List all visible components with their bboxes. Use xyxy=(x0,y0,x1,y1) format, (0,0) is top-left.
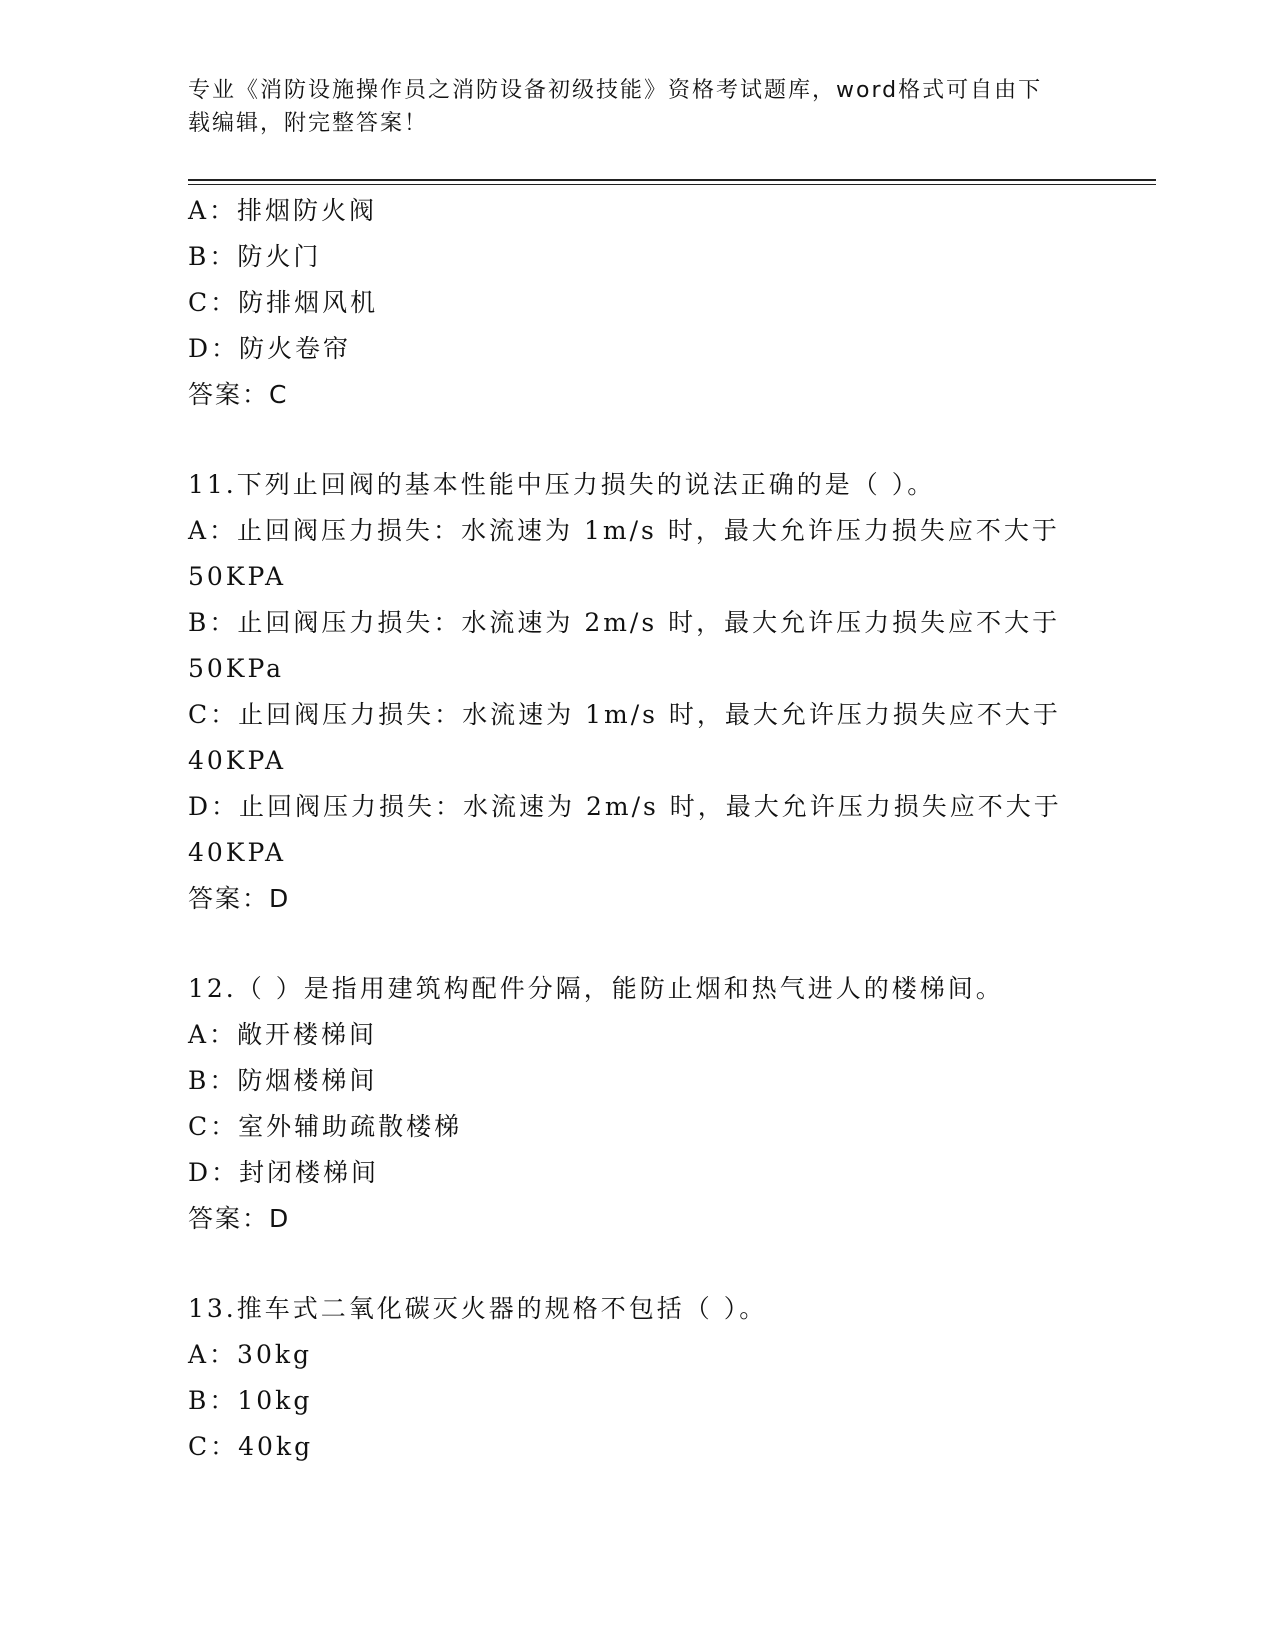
question-12 xyxy=(188,966,1088,1242)
q12-option-b: B：防烟楼梯间 xyxy=(188,1066,378,1095)
spacer xyxy=(188,922,1088,966)
q11-option-b-line-1: B：止回阀压力损失：水流速为 2m/s 时，最大允许压力损失应不大于 xyxy=(188,608,1061,637)
q11-option-c-line-2: 40KPA xyxy=(188,746,287,775)
q12-option-d: D：封闭楼梯间 xyxy=(188,1158,380,1187)
q11-option-a-line-1: A：止回阀压力损失：水流速为 1m/s 时，最大允许压力损失应不大于 xyxy=(188,516,1060,545)
question-10 xyxy=(188,188,1088,418)
q11-option-a-line-2: 50KPA xyxy=(188,562,287,591)
q11-answer: 答案：D xyxy=(188,884,291,913)
q10-option-a: A：排烟防火阀 xyxy=(188,196,378,225)
header-divider-thin xyxy=(188,184,1156,185)
q11-option-d-line-1: D：止回阀压力损失：水流速为 2m/s 时，最大允许压力损失应不大于 xyxy=(188,792,1062,821)
document-header xyxy=(188,74,1088,140)
header-line-1: 专业《消防设施操作员之消防设备初级技能》资格考试题库，word格式可自由下 xyxy=(188,78,1043,103)
question-13 xyxy=(188,1286,1088,1470)
q10-option-c: C：防排烟风机 xyxy=(188,288,379,317)
q10-option-d: D：防火卷帘 xyxy=(188,334,352,363)
q11-question: 11.下列止回阀的基本性能中压力损失的说法正确的是（ ）。 xyxy=(188,470,936,499)
q10-option-b: B：防火门 xyxy=(188,242,322,271)
q13-option-a: A：30kg xyxy=(188,1340,313,1369)
q12-option-a: A：敞开楼梯间 xyxy=(188,1020,378,1049)
q13-option-b: B：10kg xyxy=(188,1386,313,1415)
header-line-2: 载编辑，附完整答案！ xyxy=(188,111,429,136)
spacer xyxy=(188,418,1088,462)
q12-answer: 答案：D xyxy=(188,1204,291,1233)
spacer xyxy=(188,1242,1088,1286)
q11-option-b-line-2: 50KPa xyxy=(188,654,285,683)
q11-option-d-line-2: 40KPA xyxy=(188,838,287,867)
q12-question: 12.（ ）是指用建筑构配件分隔，能防止烟和热气进人的楼梯间。 xyxy=(188,974,1004,1003)
q12-option-c: C：室外辅助疏散楼梯 xyxy=(188,1112,463,1141)
header-divider-thick xyxy=(188,179,1156,181)
question-11 xyxy=(188,462,1088,922)
q11-option-c-line-1: C：止回阀压力损失：水流速为 1m/s 时，最大允许压力损失应不大于 xyxy=(188,700,1061,729)
q13-question: 13.推车式二氧化碳灭火器的规格不包括（ ）。 xyxy=(188,1294,768,1323)
question-list xyxy=(188,188,1088,1470)
q13-option-c: C：40kg xyxy=(188,1432,314,1461)
q10-answer: 答案：C xyxy=(188,380,289,409)
